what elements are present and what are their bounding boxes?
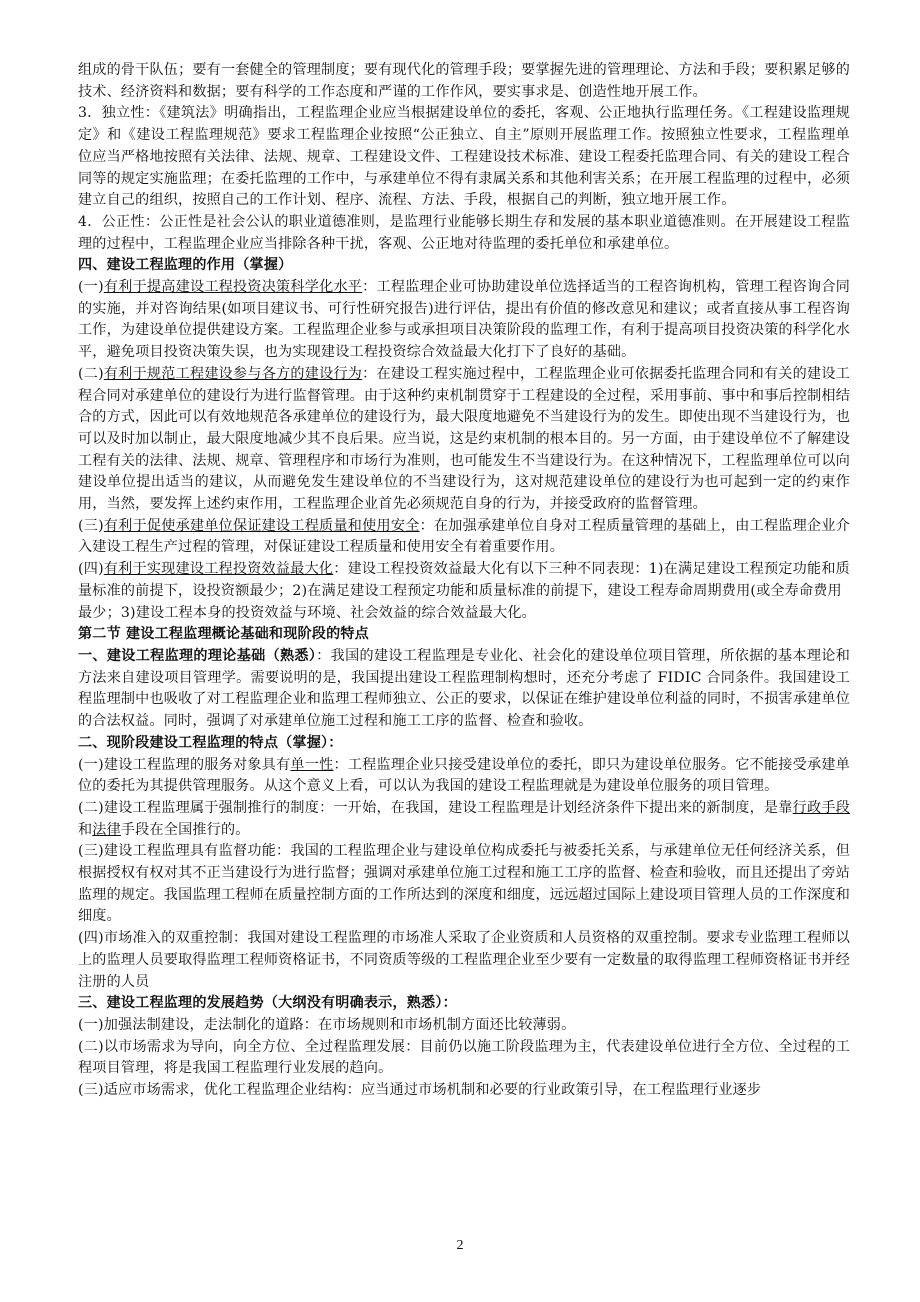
body-text: ：我国的建设工程监理是专业化、社会化的建设单位项目管理，所依据的基本理论和方法来自建设项目管理学。需要说明的是，我国提出建设工程监理制构想时，还充分考虑了 FIDIC 合同条件。我国建设工程监理制中也吸收了对工程监理企业和监理工程师独立、公正的要求，以保证在维护建设单位利益的同时，不损害承建单位的合法权益。同时，强调了对承建单位施工过程和施工工序的监督、检查和验收。 [78, 647, 850, 730]
body-text: (二)建设工程监理属于强制推行的制度：一开始，在我国，建设工程监理是计划经济条件下提出来的新制度，是靠 [78, 799, 793, 816]
body-text: (一)建设工程监理的服务对象具有 [78, 756, 291, 773]
paragraph-p8 [78, 603, 850, 625]
paragraph-p9 [78, 624, 850, 646]
underlined-term: 有利于实现建设工程投资效益最大化 [103, 561, 334, 578]
underlined-term: 单一性 [290, 756, 334, 773]
body-text: 最少；3)建设工程本身的投资效益与环境、社会效益的综合效益最大化。 [78, 604, 536, 621]
body-text: ：工程监理企业可协助建设单位选择适当的工程咨询机构，管理工程咨询合同的实施，并对咨询结果(如项目建议书、可行性研究报告)进行评估，提出有价值的修改意见和建议；或者直接从事工程咨询工作，为建设单位提供建设方案。工程监理企业参与或承担项目决策阶段的监理工作，有利于提高项目投资决策的科学化水平，避免项目投资决策失误，也为实现建设工程投资综合效益最大化打下了良好的基础。 [78, 279, 850, 361]
heading-text: 三、建设工程监理的发展趋势（大纲没有明确表示，熟悉）： [78, 995, 457, 1012]
heading-text: 第二节 建设工程监理概论基础和现阶段的特点 [78, 626, 369, 643]
heading-text: 四、建设工程监理的作用（掌握） [78, 257, 293, 274]
document-body [78, 60, 850, 1102]
underlined-term: 行政手段 [792, 799, 850, 816]
body-text: 组成的骨干队伍；要有一套健全的管理制度；要有现代化的管理手段；要掌握先进的管理理论、方法和手段；要积累足够的技术、经济资料和数据；要有科学的工作态度和严谨的工作作风，要实事求是、创造性地开展工作。 [78, 62, 850, 100]
paragraph-p18 [78, 1037, 850, 1080]
paragraph-p15 [78, 928, 850, 993]
body-text: ：在建设工程实施过程中，工程监理企业可依据委托监理合同和有关的建设工程合同对承建单位的建设行为进行监督管理。由于这种约束机制贯穿于工程建设的全过程，采用事前、事中和事后控制相结合的方式，因此可以有效地规范各承建单位的建设行为，最大限度地避免不当建设行为的发生。即使出现不当建设行为，也可以及时加以制止，最大限度地减少其不良后果。应当说，这是约束机制的根本目的。另一方面，由于建设单位不了解建设工程有关的法律、法规、规章、管理程序和市场行为准则，也可能发生不当建设行为。在这种情况下，工程监理单位可以向建设单位提出适当的建议，从而避免发生建设单位的不当建设行为，这对规范建设单位的建设行为也可起到一定的约束作用，当然，要发挥上述约束作用，工程监理企业首先必须规范自身的行为，并接受政府的监督管理。 [78, 365, 850, 513]
body-text: 和 [78, 821, 93, 838]
body-text: 3．独立性：《建筑法》明确指出，工程监理企业应当根据建设单位的委托，客观、公正地执行监理任务。《工程建设监理规定》和《建设工程监理规范》要求工程监理企业按照“公正独立、自主”原则开展监理工作。按照独立性要求，工程监理单位应当严格地按照有关法律、法规、规章、工程建设文件、工程建设技术标准、建设工程委托监理合同、有关的建设工程合同等的规定实施监理；在委托监理的工作中，与承建单位不得有隶属关系和其他利害关系；在开展工程监理的过程中，必须建立自己的组织，按照自己的工作计划、程序、流程、方法、手段，根据自己的判断，独立地开展工作。 [78, 105, 850, 209]
underlined-term: 有利于提高建设工程投资决策科学化水平 [103, 279, 363, 296]
body-text: (三) [78, 517, 104, 534]
body-text: (二) [78, 365, 104, 382]
paragraph-p17 [78, 1015, 850, 1037]
page-number: 2 [456, 1238, 464, 1253]
paragraph-p4 [78, 277, 850, 364]
paragraph-p10 [78, 646, 850, 733]
paragraph-p7 [78, 559, 850, 602]
underlined-term: 有利于规范工程建设参与各方的建设行为 [103, 365, 363, 382]
body-text: 手段在全国推行的。 [120, 821, 250, 838]
paragraph-p6 [78, 516, 850, 559]
paragraph-p13 [78, 798, 850, 841]
body-text: (一)加强法制建设，走法制化的道路：在市场规则和市场机制方面还比较薄弱。 [78, 1016, 576, 1033]
underlined-term: 有利于促使承建单位保证建设工程质量和使用安全 [103, 517, 420, 534]
paragraph-p1 [78, 103, 850, 212]
paragraph-p14 [78, 841, 850, 928]
paragraph-p19 [78, 1080, 850, 1102]
paragraph-p5 [78, 364, 850, 516]
underlined-term: 法律 [92, 821, 121, 838]
body-text: (四) [78, 561, 104, 578]
body-text: ：工程监理企业只接受建设单位的委托，即只为建设单位服务。它不能接受承建单位的委托为其提供管理服务。从这个意义上看，可以认为我国的建设工程监理就是为建设单位服务的项目管理。 [78, 756, 850, 795]
body-text: (二)以市场需求为导向，向全方位、全过程监理发展：目前仍以施工阶段监理为主，代表建设单位进行全方位、全过程的工程项目管理，将是我国工程监理行业发展的趋向。 [78, 1038, 850, 1077]
body-text: 4．公正性：公正性是社会公认的职业道德准则，是监理行业能够长期生存和发展的基本职业道德准则。在开展建设工程监理的过程中，工程监理企业应当排除各种干扰，客观、公正地对待监理的委托单位和承建单位。 [78, 213, 850, 252]
paragraph-p2 [78, 212, 850, 255]
paragraph-p12 [78, 755, 850, 798]
paragraph-p3 [78, 255, 850, 277]
body-text: ：建设工程投资效益最大化有以下三种不同表现：1)在满足建设工程预定功能和质量标准的前提下，设投资额最少；2)在满足建设工程预定功能和质量标准的前提下，建设工程寿命周期费用(或全寿命费用 [78, 561, 850, 599]
paragraph-p11 [78, 733, 850, 755]
heading-text: 二、现阶段建设工程监理的特点（掌握）： [78, 734, 343, 751]
body-text: (四)市场准入的双重控制：我国对建设工程监理的市场准人采取了企业资质和人员资格的双重控制。要求专业监理工程师以上的监理人员要取得监理工程师资格证书，不同资质等级的工程监理企业至少要有一定数量的取得监理工程师资格证书并经注册的人员 [78, 930, 850, 990]
body-text: ：在加强承建单位自身对工程质量管理的基础上，由工程监理企业介入建设工程生产过程的管理，对保证建设工程质量和使用安全有着重要作用。 [78, 517, 850, 556]
paragraph-p0 [78, 60, 850, 103]
paragraph-p16 [78, 993, 850, 1015]
body-text: (三)建设工程监理具有监督功能：我国的工程监理企业与建设单位构成委托与被委托关系，与承建单位无任何经济关系，但根据授权有权对其不正当建设行为进行监督；强调对承建单位施工过程和施工工序的监督、检查和验收，而且还提出了旁站监理的规定。我国监理工程师在质量控制方面的工作所达到的深度和细度，远远超过国际上建设项目管理人员的工作深度和细度。 [78, 843, 850, 925]
body-text: (一) [78, 279, 104, 296]
heading-text: 一、建设工程监理的理论基础（熟悉） [78, 647, 317, 664]
body-text: (三)适应市场需求，优化工程监理企业结构：应当通过市场机制和必要的行业政策引导，在工程监理行业逐步 [78, 1082, 762, 1099]
